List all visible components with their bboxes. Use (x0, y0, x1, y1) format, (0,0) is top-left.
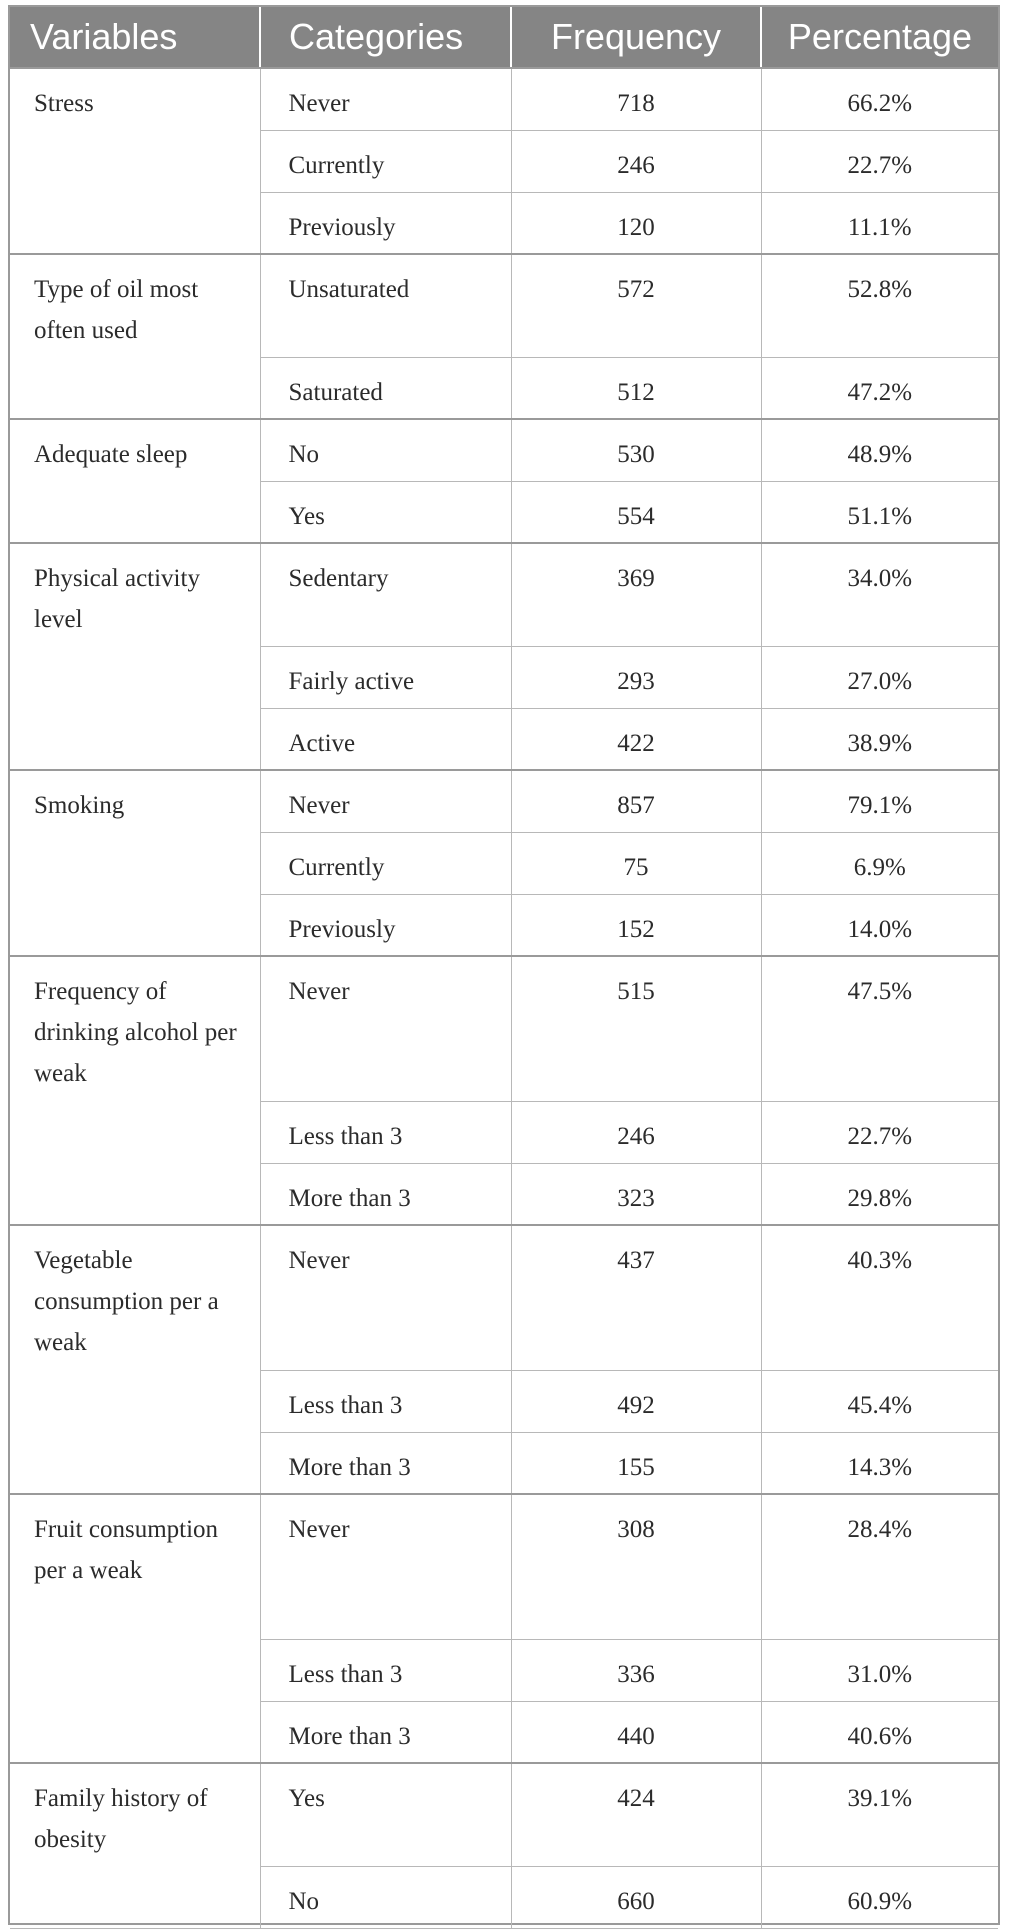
category-cell: More than 3 (260, 1701, 511, 1763)
header-percentage: Percentage (761, 7, 998, 68)
table-row (10, 68, 998, 130)
frequency-cell: 718 (511, 68, 761, 130)
percentage-cell: 27.0% (761, 646, 998, 708)
table-row (10, 1763, 998, 1866)
category-cell: More than 3 (260, 1432, 511, 1494)
percentage-cell: 11.1% (761, 192, 998, 254)
category-cell: Fairly active (260, 646, 511, 708)
category-cell: Currently (260, 130, 511, 192)
category-cell: Previously (260, 894, 511, 956)
table-row (10, 1494, 998, 1639)
variable-cell: Fruit consumption per a weak (10, 1494, 260, 1763)
table-row (10, 543, 998, 646)
percentage-cell: 48.9% (761, 419, 998, 481)
frequency-cell: 530 (511, 419, 761, 481)
percentage-cell: 60.9% (761, 1866, 998, 1928)
category-cell: More than 3 (260, 1163, 511, 1225)
variable-cell: Vegetable consumption per a weak (10, 1225, 260, 1494)
variable-cell: Adequate sleep (10, 419, 260, 543)
frequency-cell: 152 (511, 894, 761, 956)
frequency-cell: 440 (511, 1701, 761, 1763)
data-table (8, 5, 1000, 1925)
percentage-cell: 47.5% (761, 956, 998, 1101)
category-cell: Saturated (260, 357, 511, 419)
percentage-cell: 34.0% (761, 543, 998, 646)
variable-cell: Frequency of drinking alcohol per weak (10, 956, 260, 1225)
percentage-cell: 14.0% (761, 894, 998, 956)
category-cell: Less than 3 (260, 1101, 511, 1163)
table-row (10, 254, 998, 357)
frequency-cell: 424 (511, 1763, 761, 1866)
frequency-cell: 437 (511, 1225, 761, 1370)
frequency-cell: 246 (511, 1101, 761, 1163)
percentage-cell: 38.9% (761, 708, 998, 770)
percentage-cell: 52.8% (761, 254, 998, 357)
percentage-cell: 79.1% (761, 770, 998, 832)
percentage-cell: 40.6% (761, 1701, 998, 1763)
variable-cell: Family history of obesity (10, 1763, 260, 1928)
percentage-cell: 28.4% (761, 1494, 998, 1639)
frequency-cell: 660 (511, 1866, 761, 1928)
header-categories: Categories (260, 7, 511, 68)
header-variables: Variables (10, 7, 260, 68)
frequency-cell: 422 (511, 708, 761, 770)
percentage-cell: 22.7% (761, 130, 998, 192)
frequency-cell: 857 (511, 770, 761, 832)
category-cell: Unsaturated (260, 254, 511, 357)
percentage-cell: 47.2% (761, 357, 998, 419)
table-row (10, 419, 998, 481)
category-cell: Never (260, 1225, 511, 1370)
variable-cell: Stress (10, 68, 260, 254)
percentage-cell: 31.0% (761, 1639, 998, 1701)
frequency-cell: 369 (511, 543, 761, 646)
header-row (10, 7, 998, 68)
table-row (10, 1225, 998, 1370)
frequency-cell: 336 (511, 1639, 761, 1701)
frequency-cell: 572 (511, 254, 761, 357)
frequency-cell: 308 (511, 1494, 761, 1639)
percentage-cell: 51.1% (761, 481, 998, 543)
category-cell: Sedentary (260, 543, 511, 646)
percentage-cell: 45.4% (761, 1370, 998, 1432)
frequency-cell: 515 (511, 956, 761, 1101)
frequency-cell: 120 (511, 192, 761, 254)
category-cell: Currently (260, 832, 511, 894)
percentage-cell: 40.3% (761, 1225, 998, 1370)
percentage-cell: 39.1% (761, 1763, 998, 1866)
percentage-cell: 66.2% (761, 68, 998, 130)
frequency-cell: 323 (511, 1163, 761, 1225)
category-cell: No (260, 419, 511, 481)
frequency-cell: 155 (511, 1432, 761, 1494)
frequency-table (10, 7, 998, 1929)
percentage-cell: 29.8% (761, 1163, 998, 1225)
category-cell: Yes (260, 1763, 511, 1866)
variable-cell: Type of oil most often used (10, 254, 260, 419)
percentage-cell: 14.3% (761, 1432, 998, 1494)
category-cell: Less than 3 (260, 1370, 511, 1432)
frequency-cell: 554 (511, 481, 761, 543)
table-row (10, 770, 998, 832)
header-frequency: Frequency (511, 7, 761, 68)
category-cell: Never (260, 68, 511, 130)
category-cell: Yes (260, 481, 511, 543)
category-cell: Never (260, 956, 511, 1101)
category-cell: Active (260, 708, 511, 770)
frequency-cell: 75 (511, 832, 761, 894)
category-cell: Never (260, 770, 511, 832)
variable-cell: Smoking (10, 770, 260, 956)
category-cell: Never (260, 1494, 511, 1639)
category-cell: Less than 3 (260, 1639, 511, 1701)
percentage-cell: 6.9% (761, 832, 998, 894)
variable-cell: Physical activity level (10, 543, 260, 770)
frequency-cell: 246 (511, 130, 761, 192)
table-row (10, 956, 998, 1101)
frequency-cell: 293 (511, 646, 761, 708)
frequency-cell: 512 (511, 357, 761, 419)
percentage-cell: 22.7% (761, 1101, 998, 1163)
category-cell: No (260, 1866, 511, 1928)
category-cell: Previously (260, 192, 511, 254)
frequency-cell: 492 (511, 1370, 761, 1432)
